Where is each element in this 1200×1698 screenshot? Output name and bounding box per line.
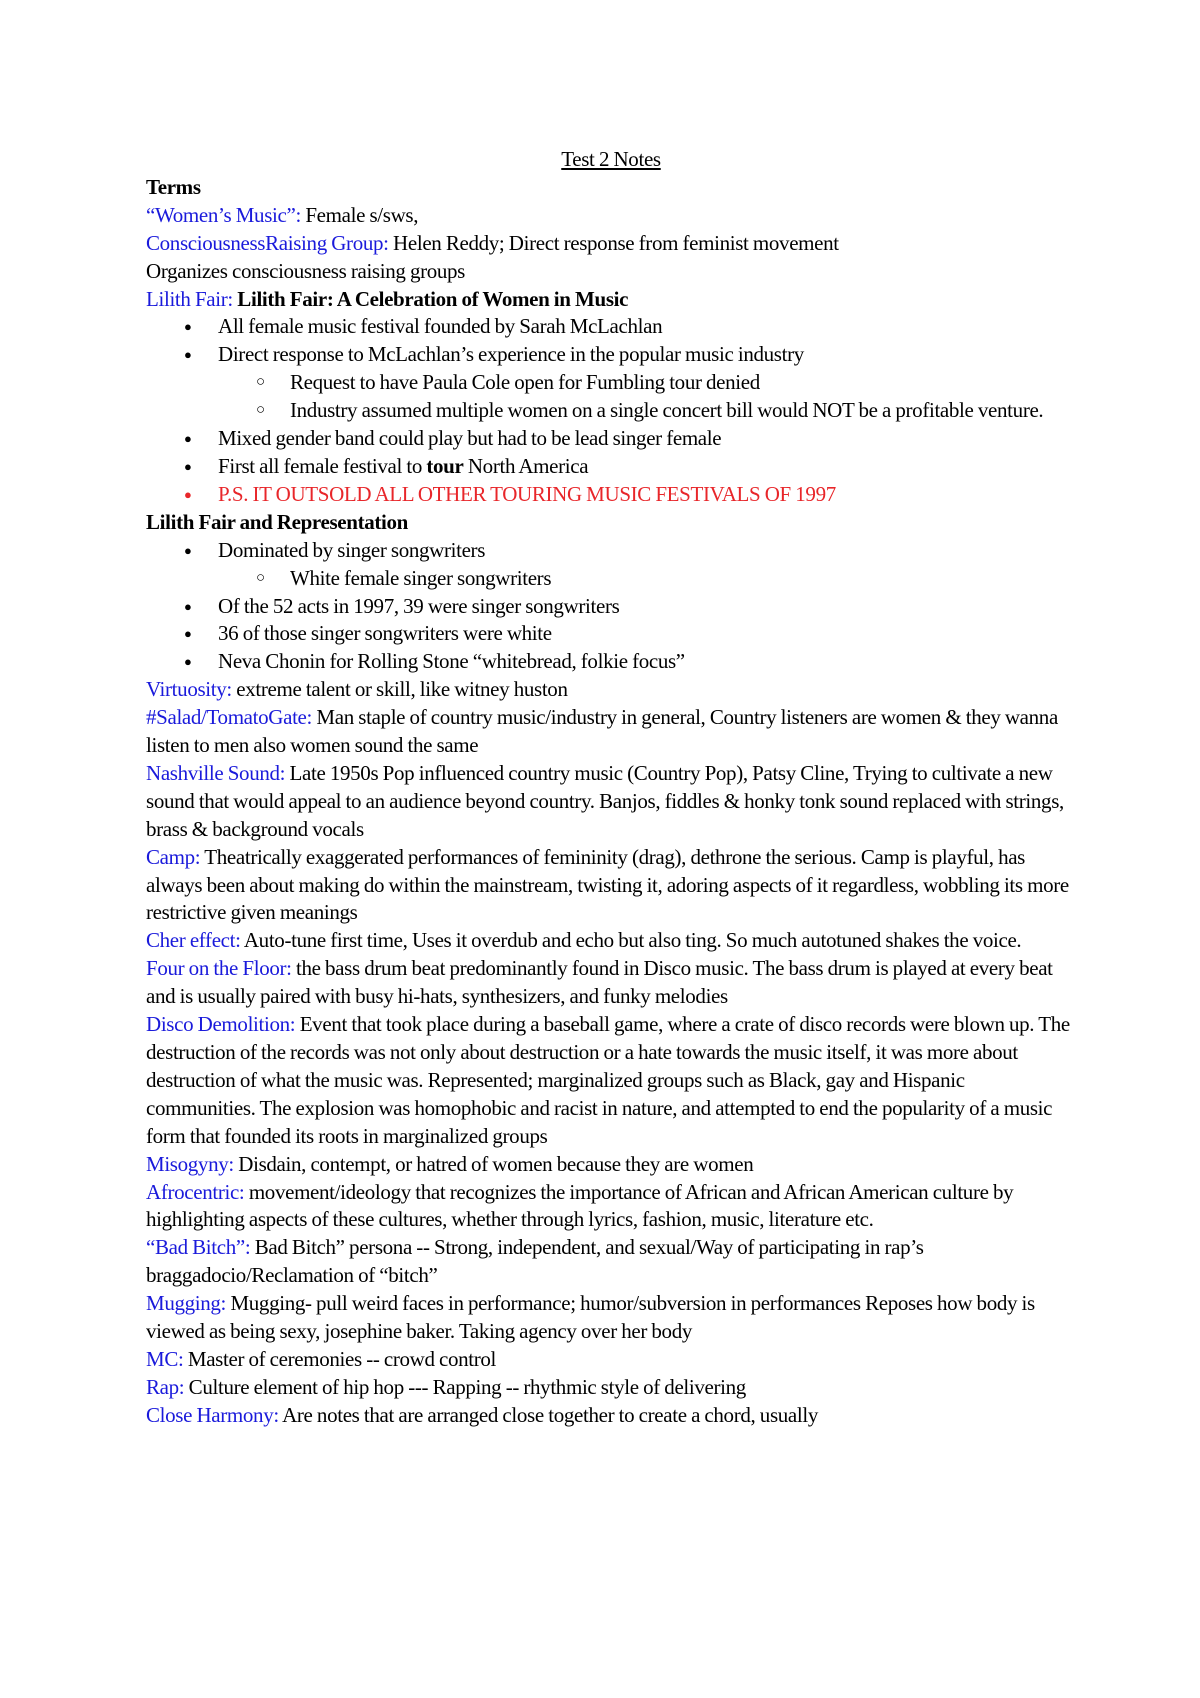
term-definition: extreme talent or skill, like witney huston <box>231 677 568 702</box>
list-item-text: Dominated by singer songwriters <box>218 537 486 562</box>
term-separator: : <box>227 286 233 311</box>
term-afrocentric <box>146 1179 1076 1235</box>
term-definition: Female s/sws, <box>300 202 419 227</box>
list-item-text: Direct response to McLachlan’s experience in the popular music industry <box>218 342 804 367</box>
term-consciousness-raising-line2: Organizes consciousness raising groups <box>146 258 466 283</box>
term-label: “Women’s Music” <box>146 202 296 227</box>
term-definition: Bad Bitch” persona -- Strong, independent, and sexual/Way of participating in rap’s braggadocio/Reclamation of “bitch” <box>146 1235 924 1288</box>
list-item-highlight: ● P.S. IT OUTSOLD ALL OTHER TOURING MUSIC FESTIVALS OF 1997 <box>218 481 1076 509</box>
term-disco-demolition <box>146 1011 1076 1151</box>
term-label: Virtuosity: <box>146 677 232 702</box>
lilith-sub-list <box>218 369 1076 425</box>
term-label: Close Harmony: <box>146 1402 279 1427</box>
term-definition: Helen Reddy; Direct response from feminist movement <box>388 230 839 255</box>
list-item-text: North America <box>463 453 589 478</box>
sub-list-item: ○ Request to have Paula Cole open for Fumbling tour denied <box>290 369 1076 397</box>
term-separator: : <box>295 202 301 227</box>
term-label: Mugging: <box>146 1291 227 1316</box>
term-cher-effect <box>146 927 1076 955</box>
page-title: Test 2 Notes <box>561 147 661 171</box>
term-label: Nashville Sound: <box>146 760 286 785</box>
list-item: ● 36 of those singer songwriters were white <box>218 620 1076 648</box>
term-definition: Late 1950s Pop influenced country music (Country Pop), Patsy Cline, Trying to cultivate a new sound that would appeal to an audience beyond country. Banjos, fiddles & honky tonk sound replaced with strings, brass & background vocals <box>146 760 1064 841</box>
term-definition: the bass drum beat predominantly found in Disco music. The bass drum is played at every beat and is usually paired with busy hi-hats, synthesizers, and funky melodies <box>146 956 1053 1009</box>
term-close-harmony <box>146 1402 1076 1430</box>
term-definition: Disdain, contempt, or hatred of women because they are women <box>233 1151 754 1176</box>
term-label: Lilith Fair <box>146 286 228 311</box>
term-rap <box>146 1374 1076 1402</box>
term-definition: Mugging- pull weird faces in performance; humor/subversion in performances Reposes how body is viewed as being sexy, josephine baker. Taking agency over her body <box>146 1291 1035 1344</box>
term-definition: Event that took place during a baseball game, where a crate of disco records were blown up. The destruction of the records was not only about destruction or a hate towards the music itself, it was more about destruction of what the music was. Represented; marginalized groups such as Black, gay and Hispanic communities. The explosion was homophobic and racist in nature, and attempted to end the popularity of a music form that founded its roots in marginalized groups <box>146 1012 1070 1148</box>
list-item: ● Neva Chonin for Rolling Stone “whitebread, folkie focus” <box>218 648 1076 676</box>
term-definition: Theatrically exaggerated performances of femininity (drag), dethrone the serious. Camp is playful, has always been about making do within the mainstream, twisting it, adoring aspects of it regardless, wobbling its more restrictive given meanings <box>146 844 1069 925</box>
term-label: Disco Demolition: <box>146 1012 296 1037</box>
document-body <box>146 146 1076 1430</box>
list-item <box>218 537 1076 593</box>
term-label: Rap: <box>146 1374 185 1399</box>
sub-list-item: ○ Industry assumed multiple women on a single concert bill would NOT be a profitable venture. <box>290 397 1076 425</box>
representation-sub-list <box>218 565 1076 593</box>
term-definition: Man staple of country music/industry in general, Country listeners are women & they wanna listen to men also women sound the same <box>146 705 1058 758</box>
representation-bullet-list <box>146 537 1076 677</box>
term-definition: Lilith Fair: A Celebration of Women in Music <box>232 286 629 311</box>
term-definition: Are notes that are arranged close together to create a chord, usually <box>278 1402 819 1427</box>
list-item: ● Of the 52 acts in 1997, 39 were singer songwriters <box>218 593 1076 621</box>
term-label: #Salad/TomatoGate: <box>146 705 313 730</box>
term-camp <box>146 844 1076 928</box>
term-label: Camp: <box>146 844 201 869</box>
list-item: ● Mixed gender band could play but had to be lead singer female <box>218 425 1076 453</box>
term-mc <box>146 1346 1076 1374</box>
term-definition: Auto-tune first time, Uses it overdub and echo but also ting. So much autotuned shakes the voice. <box>240 928 1022 953</box>
list-item <box>218 341 1076 425</box>
term-label: MC: <box>146 1346 184 1371</box>
term-virtuosity <box>146 676 1076 704</box>
term-label: “Bad Bitch”: <box>146 1235 251 1260</box>
term-consciousness-raising <box>146 230 1076 258</box>
term-label: ConsciousnessRaising Group <box>146 230 384 255</box>
list-item <box>218 453 1076 481</box>
list-item-emphasis: tour <box>426 453 464 478</box>
term-definition: Culture element of hip hop --- Rapping -- rhythmic style of delivering <box>184 1374 746 1399</box>
section-heading-terms: Terms <box>146 174 201 199</box>
term-label: Misogyny: <box>146 1151 234 1176</box>
term-mugging <box>146 1290 1076 1346</box>
term-womens-music <box>146 202 1076 230</box>
list-item-text: First all female festival to <box>218 453 427 478</box>
term-label: Cher effect: <box>146 928 241 953</box>
term-label: Four on the Floor: <box>146 956 292 981</box>
list-item: ● All female music festival founded by Sarah McLachlan <box>218 313 1076 341</box>
term-separator: : <box>383 230 389 255</box>
term-four-on-the-floor <box>146 955 1076 1011</box>
section-heading-representation: Lilith Fair and Representation <box>146 509 408 534</box>
term-definition: movement/ideology that recognizes the importance of African and African American culture by highlighting aspects of these cultures, whether through lyrics, fashion, music, literature etc. <box>146 1179 1014 1232</box>
term-misogyny <box>146 1151 1076 1179</box>
term-nashville-sound <box>146 760 1076 844</box>
sub-list-item: ○ White female singer songwriters <box>290 565 1076 593</box>
term-bad-bitch <box>146 1234 1076 1290</box>
term-salad-tomatogate <box>146 704 1076 760</box>
term-label: Afrocentric: <box>146 1179 245 1204</box>
term-definition: Master of ceremonies -- crowd control <box>183 1346 497 1371</box>
term-lilith-fair <box>146 286 1076 314</box>
lilith-bullet-list <box>146 313 1076 508</box>
